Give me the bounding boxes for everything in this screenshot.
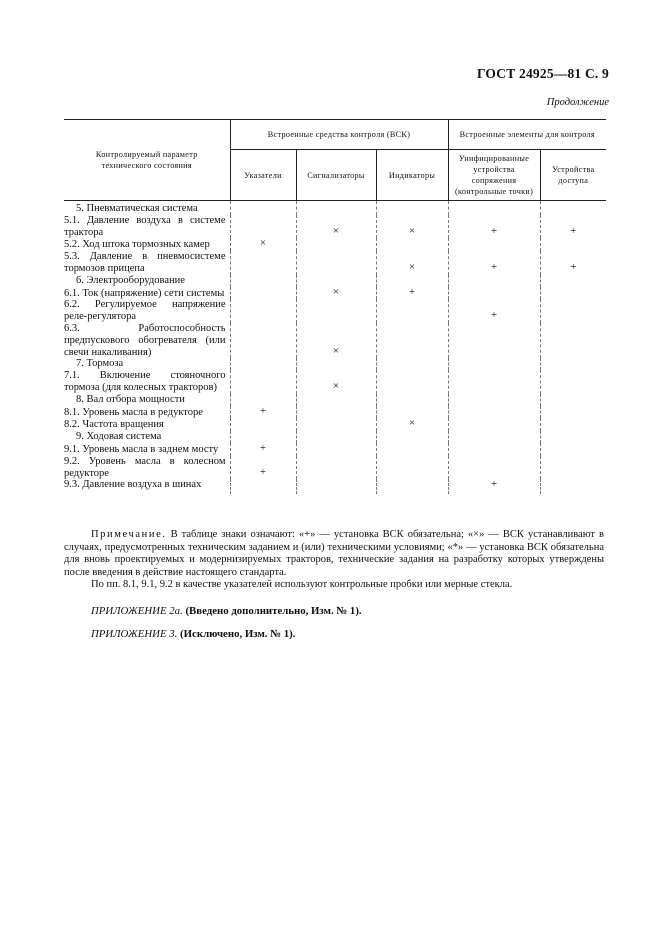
table-row: [64, 479, 606, 494]
mark-cell: [376, 479, 448, 494]
column-header-indicators: Указатели: [230, 150, 296, 201]
table-row: [64, 394, 606, 406]
table-row: [64, 299, 606, 323]
mark-cell: ×: [376, 215, 448, 239]
mark-cell: [296, 406, 376, 419]
table-row: [64, 287, 606, 300]
appendix-3: [91, 628, 295, 640]
parameter-cell: 7.1. Включение стояночного тормоза (для колесных тракторов): [64, 370, 226, 393]
mark-cell: [230, 201, 296, 215]
parameter-cell: 9.3. Давление воздуха в шинах: [64, 479, 202, 491]
mark-cell: [296, 418, 376, 431]
table-row: [64, 418, 606, 431]
mark-cell: [540, 406, 606, 419]
vsk-table: [64, 119, 606, 494]
mark-cell: ×: [376, 418, 448, 431]
mark-cell: [376, 238, 448, 251]
note-label: Примечание.: [91, 529, 167, 540]
parameter-cell: 9.2. Уровень масла в колесном редукторе: [64, 455, 226, 479]
mark-cell: [230, 275, 296, 287]
table-row: [64, 443, 606, 456]
column-header-parameter: Контролируемый параметр технического состояния: [64, 120, 230, 201]
mark-cell: [376, 431, 448, 443]
table-body: [64, 201, 606, 495]
mark-cell: +: [230, 443, 296, 456]
mark-cell: [296, 394, 376, 406]
mark-cell: [540, 479, 606, 494]
mark-cell: [448, 287, 540, 300]
appendix-3-text: (Исключено, Изм. № 1).: [177, 628, 296, 640]
mark-cell: [296, 201, 376, 215]
table-row: [64, 251, 606, 275]
mark-cell: [296, 431, 376, 443]
parameter-cell: 5. Пневматическая система: [76, 203, 198, 214]
mark-cell: [540, 370, 606, 394]
mark-cell: [230, 394, 296, 406]
mark-cell: [448, 238, 540, 251]
table-row: [64, 456, 606, 480]
parameter-cell: 9.1. Уровень масла в заднем мосту: [64, 443, 219, 455]
mark-cell: [376, 394, 448, 406]
mark-cell: [230, 323, 296, 358]
parameter-cell: 9. Ходовая система: [76, 431, 162, 443]
mark-cell: [540, 456, 606, 480]
mark-cell: [230, 479, 296, 494]
parameter-cell: 8.2. Частота вращения: [64, 419, 164, 431]
column-header-unified-devices: Унифицированные устройства сопряжения (контрольные точки): [448, 150, 540, 201]
mark-cell: [540, 238, 606, 251]
mark-cell: [540, 394, 606, 406]
mark-cell: +: [448, 215, 540, 239]
table-row: [64, 201, 606, 215]
mark-cell: [376, 443, 448, 456]
mark-cell: [230, 251, 296, 275]
mark-cell: [296, 238, 376, 251]
note-second-paragraph: По пп. 8.1, 9.1, 9.2 в качестве указателей используют контрольные пробки или мерные стекла.: [91, 579, 513, 591]
mark-cell: [376, 456, 448, 480]
mark-cell: [540, 418, 606, 431]
mark-cell: [296, 456, 376, 480]
column-header-signalers: Сигнализаторы: [296, 150, 376, 201]
mark-cell: [540, 443, 606, 456]
mark-cell: [540, 287, 606, 300]
parameter-cell: 6.3. Работоспособность предпускового обогревателя (или свечи накаливания): [64, 322, 226, 358]
mark-cell: [540, 323, 606, 358]
mark-cell: [230, 418, 296, 431]
mark-cell: [230, 215, 296, 239]
appendix-3-title: ПРИЛОЖЕНИЕ 3.: [91, 628, 178, 640]
parameter-cell: 7. Тормоза: [76, 358, 124, 370]
parameter-cell: 6.2. Регулируемое напряжение реле-регулятора: [64, 299, 226, 323]
parameter-cell: 8. Вал отбора мощности: [76, 393, 185, 405]
page-header: ГОСТ 24925—81 С. 9: [476, 66, 609, 81]
mark-cell: ×: [296, 215, 376, 239]
mark-cell: ×: [230, 238, 296, 251]
mark-cell: [296, 479, 376, 494]
table-row: [64, 431, 606, 443]
mark-cell: +: [230, 406, 296, 419]
table-row: [64, 275, 606, 287]
mark-cell: +: [540, 251, 606, 275]
mark-cell: [448, 418, 540, 431]
table-row: [64, 370, 606, 394]
mark-cell: [296, 275, 376, 287]
mark-cell: [376, 201, 448, 215]
mark-cell: [376, 299, 448, 323]
mark-cell: ×: [296, 287, 376, 300]
mark-cell: ×: [296, 323, 376, 358]
mark-cell: ×: [376, 251, 448, 275]
parameter-cell: 5.3. Давление в пневмосистеме тормозов прицепа: [64, 251, 226, 274]
mark-cell: [448, 456, 540, 480]
mark-cell: [376, 358, 448, 370]
table-row: [64, 238, 606, 251]
mark-cell: [448, 201, 540, 215]
mark-cell: ×: [296, 370, 376, 394]
mark-cell: +: [540, 215, 606, 239]
mark-cell: [448, 406, 540, 419]
mark-cell: [448, 358, 540, 370]
mark-cell: [376, 275, 448, 287]
mark-cell: [296, 299, 376, 323]
mark-cell: [448, 323, 540, 358]
parameter-cell: 6.1. Ток (напряжение) сети системы: [64, 287, 225, 299]
mark-cell: +: [448, 479, 540, 494]
table-row: [64, 215, 606, 239]
mark-cell: [230, 370, 296, 394]
table-row: [64, 406, 606, 419]
mark-cell: [448, 275, 540, 287]
mark-cell: [448, 431, 540, 443]
parameter-cell: 5.1. Давление воздуха в системе трактора: [64, 214, 226, 238]
mark-cell: [376, 323, 448, 358]
mark-cell: [540, 275, 606, 287]
mark-cell: [296, 251, 376, 275]
mark-cell: [230, 299, 296, 323]
mark-cell: +: [448, 299, 540, 323]
continuation-label: Продолжение: [546, 97, 609, 108]
mark-cell: [230, 358, 296, 370]
mark-cell: +: [230, 456, 296, 480]
appendix-2a-title: ПРИЛОЖЕНИЕ 2а.: [91, 605, 183, 617]
parameter-cell: 8.1. Уровень масла в редукторе: [64, 406, 203, 418]
table-row: [64, 358, 606, 370]
note-text: В таблице знаки означают: «+» — установка ВСК обязательна; «×» — ВСК устанавливают в случаях, предусмотренных техническим заданием и (или) техническими условиями; «*» — установка ВСК обязательна для вновь проектируемых и модернизируемых тракторов, технические задания на разработку которых утверждены после введения в действие настоящего стандарта.: [64, 529, 604, 578]
column-header-access-devices: Устройства доступа: [540, 150, 606, 201]
mark-cell: [376, 370, 448, 394]
mark-cell: +: [376, 287, 448, 300]
parameter-cell: 6. Электрооборудование: [76, 274, 185, 286]
appendix-2a: [91, 605, 362, 617]
parameter-cell: 5.2. Ход штока тормозных камер: [64, 239, 210, 251]
mark-cell: [448, 443, 540, 456]
mark-cell: [230, 287, 296, 300]
mark-cell: +: [448, 251, 540, 275]
mark-cell: [296, 443, 376, 456]
mark-cell: [448, 370, 540, 394]
mark-cell: [540, 358, 606, 370]
group-header-builtin-means: Встроенные средства контроля (ВСК): [230, 120, 448, 150]
mark-cell: [540, 431, 606, 443]
table-note: [64, 529, 604, 592]
table-row: [64, 323, 606, 358]
mark-cell: [448, 394, 540, 406]
mark-cell: [540, 201, 606, 215]
group-header-builtin-elements: Встроенные элементы для контроля: [448, 120, 606, 150]
mark-cell: [296, 358, 376, 370]
appendix-2a-text: (Введено дополнительно, Изм. № 1).: [182, 605, 362, 617]
column-header-displays: Индикаторы: [376, 150, 448, 201]
mark-cell: [540, 299, 606, 323]
